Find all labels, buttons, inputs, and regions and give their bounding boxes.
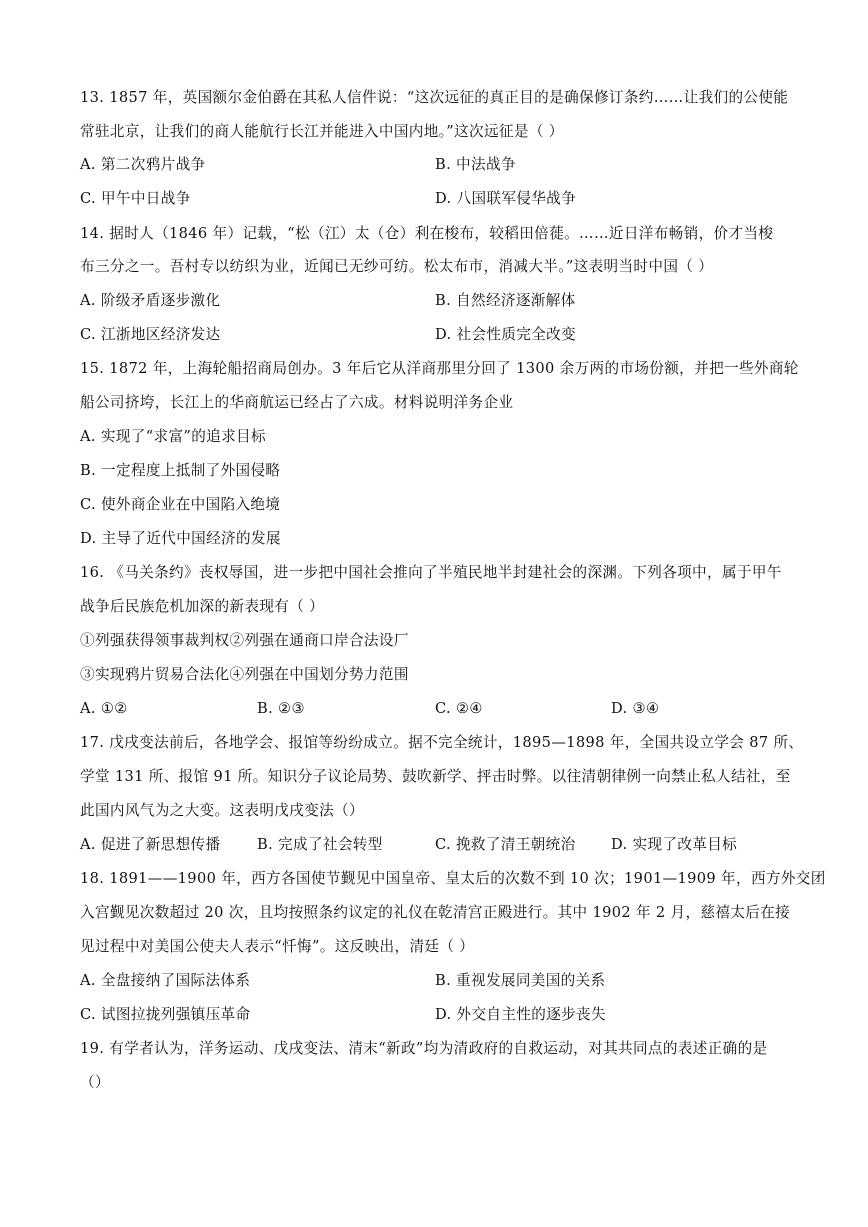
q14-stem-line-2: 布三分之一。吾村专以纺织为业，近闻已无纱可纺。松太布市，消减大半。”这表明当时中国（ ）: [80, 258, 714, 275]
q14-option-d: D. 社会性质完全改变: [435, 326, 577, 343]
q17-option-d: D. 实现了改革目标: [611, 836, 738, 853]
q14-option-a: A. 阶级矛盾逐步激化: [80, 292, 221, 309]
q18-option-d: D. 外交自主性的逐步丧失: [435, 1006, 606, 1023]
q15-option-a: A. 实现了“求富”的追求目标: [80, 428, 266, 445]
q17-stem-line-3: 此国内风气为之大变。这表明戊戌变法（）: [80, 802, 364, 819]
q14-option-c: C. 江浙地区经济发达: [80, 326, 221, 343]
q18-stem-line-2: 入宫觐见次数超过 20 次，且均按照条约议定的礼仪在乾清宫正殿进行。其中 1902 年 2 月，慈禧太后在接: [80, 904, 791, 921]
q13-option-c: C. 甲午中日战争: [80, 190, 191, 207]
q15-option-d: D. 主导了近代中国经济的发展: [80, 530, 281, 547]
q17-stem-line-1: 17. 戊戌变法前后，各地学会、报馆等纷纷成立。据不完全统计，1895—1898 年，全国共设立学会 87 所、: [80, 734, 804, 751]
q17-option-b: B. 完成了社会转型: [257, 836, 383, 853]
q18-option-c: C. 试图拉拢列强镇压革命: [80, 1006, 251, 1023]
q16-option-d: D. ③④: [611, 700, 660, 717]
q13-stem-line-1: 13. 1857 年，英国额尔金伯爵在其私人信件说：“这次远征的真正目的是确保修订条约……让我们的公使能: [80, 89, 789, 106]
q17-option-c: C. 挽救了清王朝统治: [435, 836, 576, 853]
q19-stem-line-2: （）: [80, 1074, 110, 1091]
q17-option-a: A. 促进了新思想传播: [80, 836, 221, 853]
q16-stem-line-1: 16. 《马关条约》丧权辱国，进一步把中国社会推向了半殖民地半封建社会的深渊。下列各项中，属于甲午: [80, 564, 782, 581]
q13-option-a: A. 第二次鸦片战争: [80, 156, 206, 173]
q16-option-a: A. ①②: [80, 700, 128, 717]
q15-option-c: C. 使外商企业在中国陷入绝境: [80, 496, 281, 513]
q16-statement-line-2: ③实现鸦片贸易合法化④列强在中国划分势力范围: [80, 666, 409, 683]
q13-option-b: B. 中法战争: [435, 156, 516, 173]
q18-stem-line-3: 见过程中对美国公使夫人表示“忏悔”。这反映出，清廷（ ）: [80, 938, 475, 955]
q13-option-d: D. 八国联军侵华战争: [435, 190, 577, 207]
q14-stem-line-1: 14. 据时人（1846 年）记载，“松（江）太（仓）利在梭布，较稻田倍蓰。……近日洋布畅销，价才当梭: [80, 225, 774, 242]
q18-stem-line-1: 18. 1891——1900 年，西方各国使节觐见中国皇帝、皇太后的次数不到 10 次；1901—1909 年，西方外交团: [80, 870, 826, 887]
q16-option-b: B. ②③: [257, 700, 305, 717]
q14-option-b: B. 自然经济逐渐解体: [435, 292, 576, 309]
q15-stem-line-1: 15. 1872 年，上海轮船招商局创办。3 年后它从洋商那里分回了 1300 余万两的市场份额，并把一些外商轮: [80, 360, 799, 377]
q18-option-a: A. 全盘接纳了国际法体系: [80, 972, 251, 989]
q19-stem-line-1: 19. 有学者认为，洋务运动、戊戌变法、清末“新政”均为清政府的自救运动，对其共同点的表述正确的是: [80, 1040, 768, 1057]
q15-stem-line-2: 船公司挤垮，长江上的华商航运已经占了六成。材料说明洋务企业: [80, 394, 514, 411]
q17-stem-line-2: 学堂 131 所、报馆 91 所。知识分子议论局势、鼓吹新学、抨击时弊。以往清朝律例一向禁止私人结社，至: [80, 768, 791, 785]
q13-stem-line-2: 常驻北京，让我们的商人能航行长江并能进入中国内地。”这次远征是（ ）: [80, 123, 564, 140]
q16-statement-line-1: ①列强获得领事裁判权②列强在通商口岸合法设厂: [80, 632, 409, 649]
q18-option-b: B. 重视发展同美国的关系: [435, 972, 606, 989]
q16-stem-line-2: 战争后民族危机加深的新表现有（ ）: [80, 598, 325, 615]
q15-option-b: B. 一定程度上抵制了外国侵略: [80, 462, 281, 479]
q16-option-c: C. ②④: [435, 700, 483, 717]
